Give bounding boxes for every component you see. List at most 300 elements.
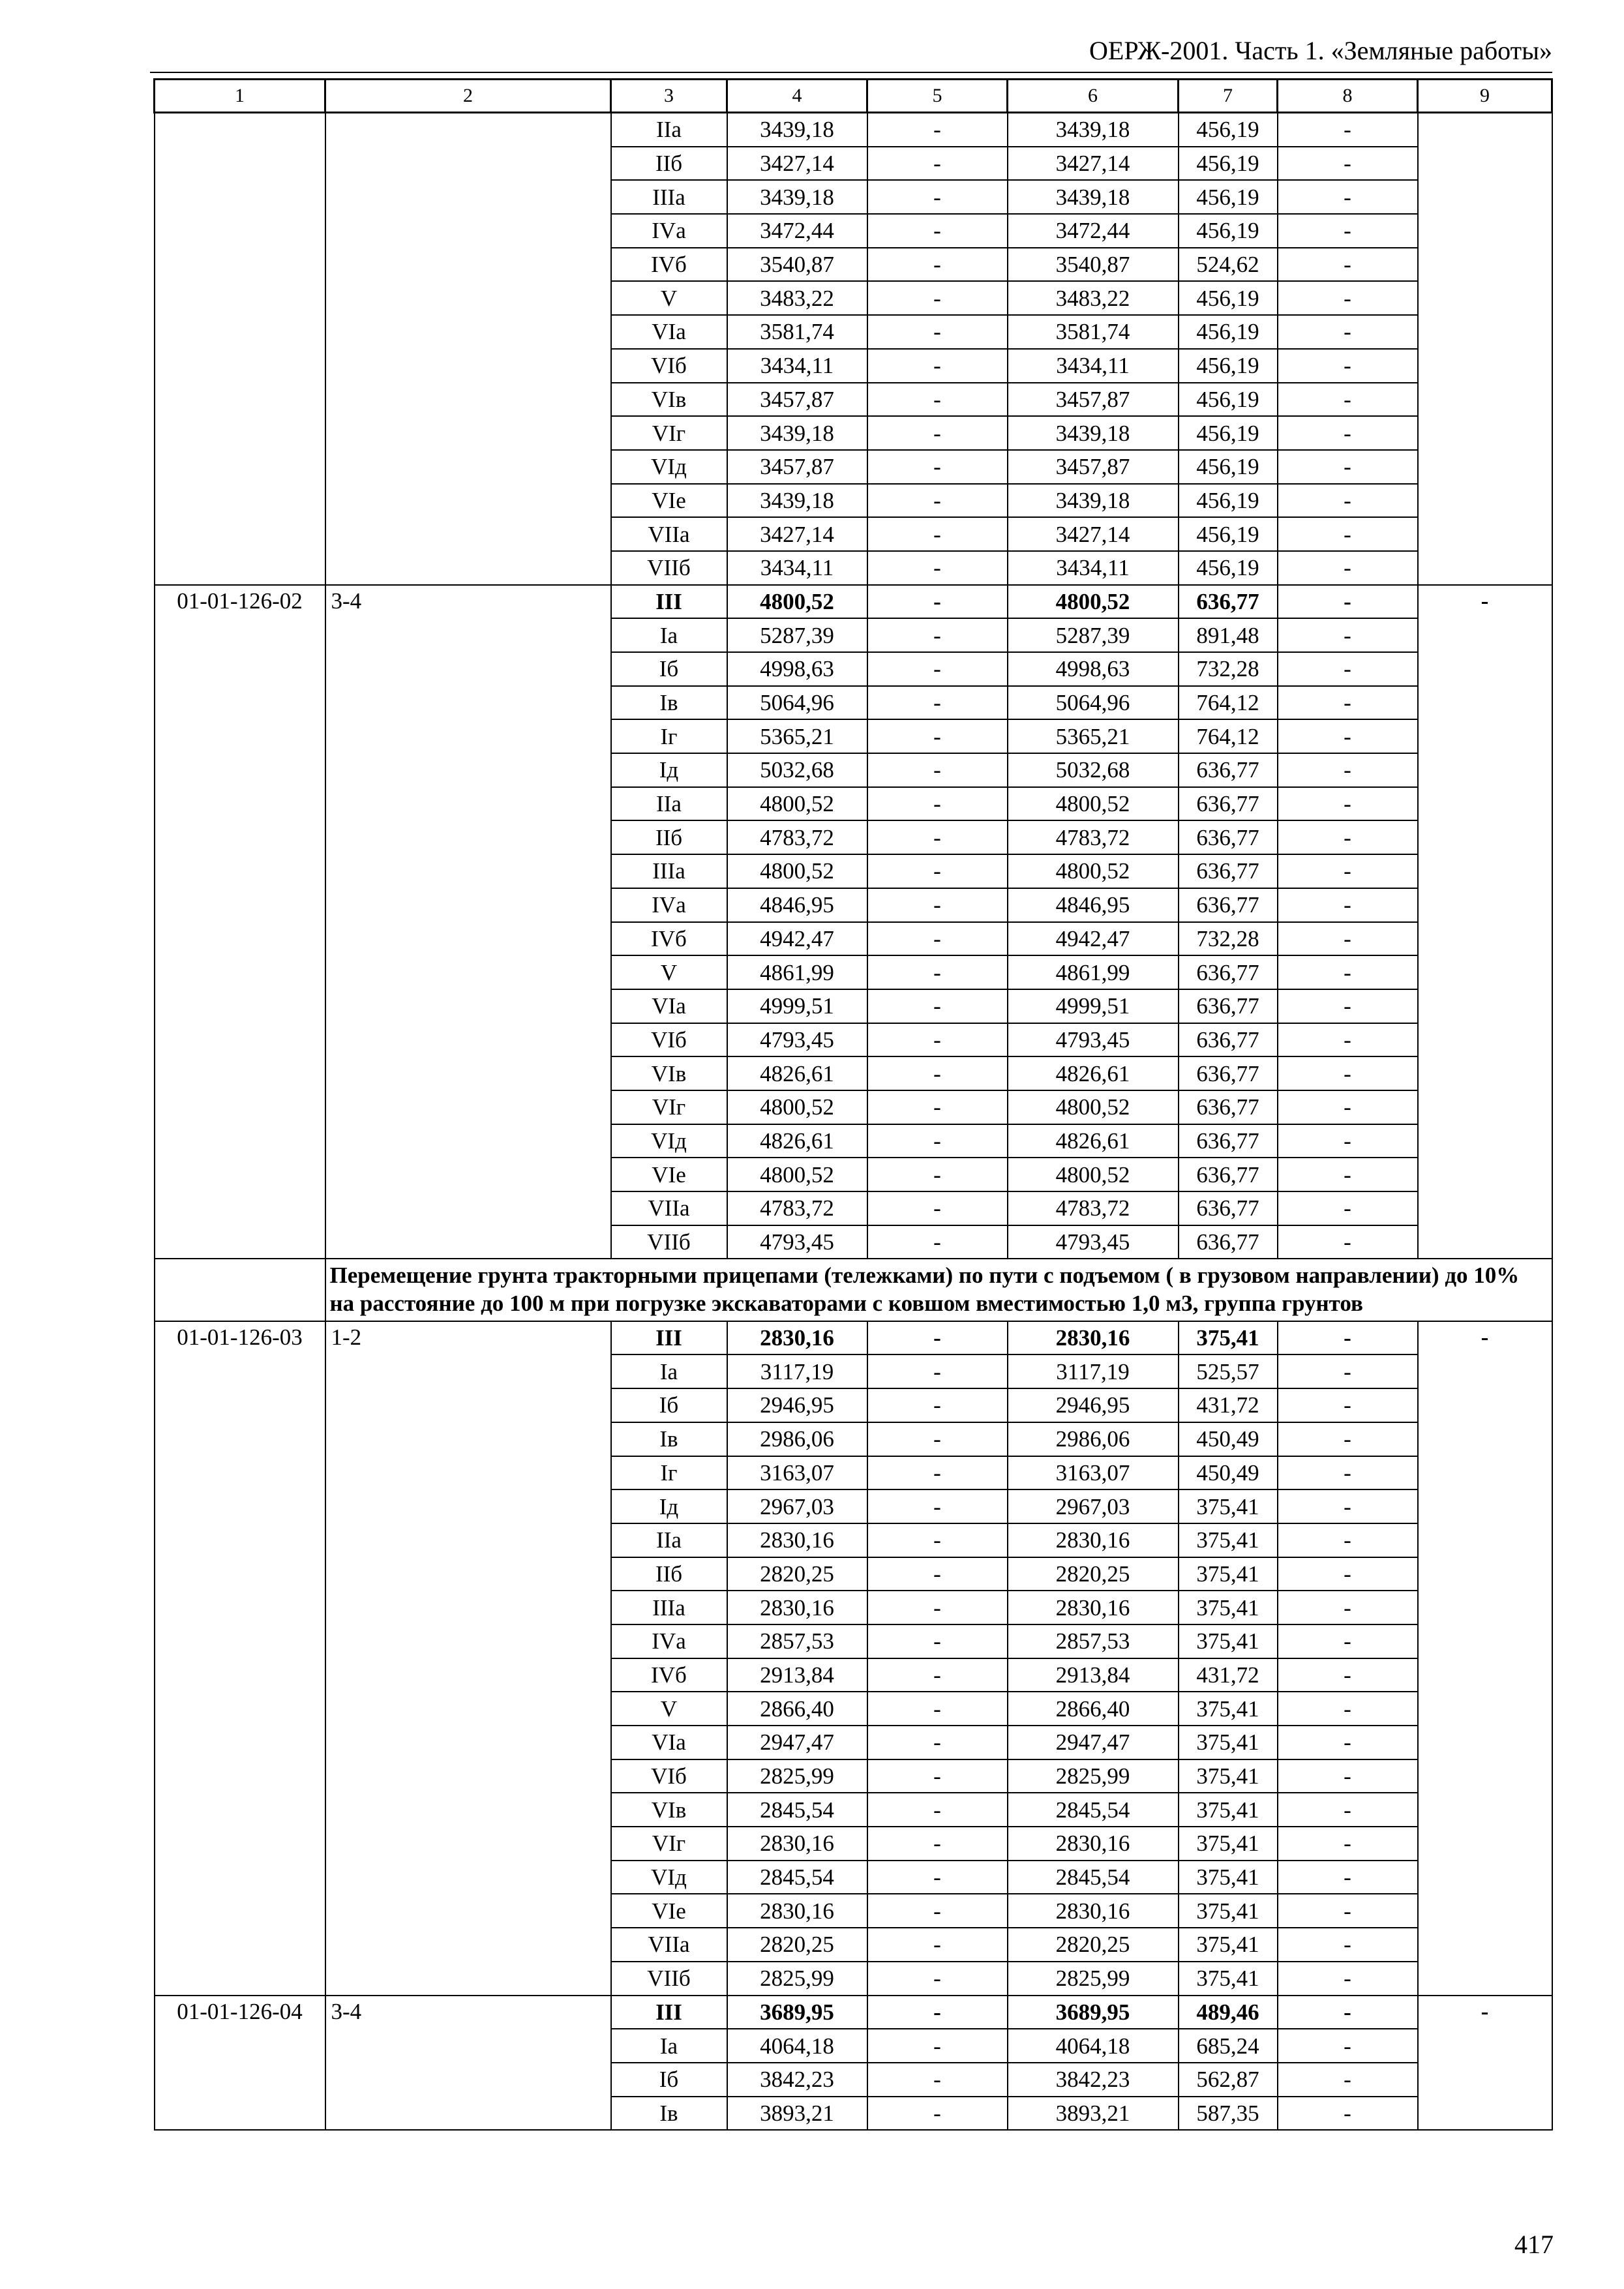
operator-wage: 891,48 [1179, 618, 1278, 652]
materials-cost: - [1278, 1090, 1418, 1124]
materials-cost: - [1278, 618, 1418, 652]
operator-wage: 375,41 [1179, 1928, 1278, 1962]
labor-cost: - [867, 989, 1008, 1023]
materials-cost: - [1278, 1894, 1418, 1928]
operator-wage: 636,77 [1179, 1225, 1278, 1259]
materials-cost: - [1278, 1321, 1418, 1355]
column-number: 1 [155, 80, 325, 113]
direct-cost: 2986,06 [727, 1422, 867, 1456]
region-code: Iа [611, 1354, 727, 1388]
region-code: VIб [611, 1759, 727, 1793]
operator-wage: 375,41 [1179, 1591, 1278, 1624]
labor-cost: - [867, 1354, 1008, 1388]
machine-cost: 2866,40 [1008, 1692, 1179, 1726]
rates-table [153, 78, 1553, 2131]
operator-wage: 636,77 [1179, 753, 1278, 787]
region-code: IVб [611, 248, 727, 282]
region-code: IIIа [611, 180, 727, 214]
operator-wage: 375,41 [1179, 1523, 1278, 1557]
operator-wage: 636,77 [1179, 955, 1278, 989]
direct-cost: 2946,95 [727, 1388, 867, 1422]
operator-wage: 431,72 [1179, 1388, 1278, 1422]
operator-wage: 456,19 [1179, 383, 1278, 417]
materials-cost: - [1278, 2097, 1418, 2131]
labor-cost: - [867, 248, 1008, 282]
operator-wage: 375,41 [1179, 1557, 1278, 1591]
region-code: Iд [611, 753, 727, 787]
materials-cost: - [1278, 551, 1418, 585]
region-code: VIд [611, 1861, 727, 1894]
materials-cost: - [1278, 1225, 1418, 1259]
region-code: Iг [611, 719, 727, 753]
labor-cost: - [867, 585, 1008, 619]
machine-cost: 2825,99 [1008, 1962, 1179, 1996]
operator-wage: 636,77 [1179, 1158, 1278, 1191]
table-row [155, 585, 1552, 619]
labor-cost: - [867, 1388, 1008, 1422]
labor-cost: - [867, 180, 1008, 214]
materials-cost: - [1278, 719, 1418, 753]
direct-cost: 2820,25 [727, 1557, 867, 1591]
materials-cost: - [1278, 1557, 1418, 1591]
operator-wage: 764,12 [1179, 686, 1278, 720]
table-row [155, 1996, 1552, 2029]
machine-cost: 2830,16 [1008, 1321, 1179, 1355]
materials-cost: - [1278, 484, 1418, 518]
section-title-row [155, 1259, 1552, 1321]
materials-cost: - [1278, 1388, 1418, 1422]
materials-cost: - [1278, 2063, 1418, 2097]
direct-cost: 2947,47 [727, 1726, 867, 1759]
machine-cost: 4800,52 [1008, 787, 1179, 821]
operator-wage: 456,19 [1179, 416, 1278, 450]
page-number: 417 [1514, 2230, 1554, 2259]
labor-cost: - [867, 214, 1008, 248]
direct-cost: 3427,14 [727, 147, 867, 181]
labor-cost: - [867, 1726, 1008, 1759]
operator-wage: 375,41 [1179, 1793, 1278, 1827]
machine-cost: 5365,21 [1008, 719, 1179, 753]
region-code: VIв [611, 1056, 727, 1090]
labor-cost: - [867, 1591, 1008, 1624]
column-number: 8 [1278, 80, 1418, 113]
materials-cost: - [1278, 888, 1418, 922]
machine-cost: 4846,95 [1008, 888, 1179, 922]
materials-cost: - [1278, 1056, 1418, 1090]
region-code: VIв [611, 383, 727, 417]
operator-wage: 375,41 [1179, 1726, 1278, 1759]
region-code: IIIа [611, 1591, 727, 1624]
region-code: VIIб [611, 1962, 727, 1996]
direct-cost: 4826,61 [727, 1056, 867, 1090]
labor-cost: - [867, 618, 1008, 652]
labor-cost: - [867, 484, 1008, 518]
labor-cost: - [867, 147, 1008, 181]
operator-wage: 636,77 [1179, 1191, 1278, 1225]
direct-cost: 3842,23 [727, 2063, 867, 2097]
materials-cost: - [1278, 1591, 1418, 1624]
machine-cost: 3457,87 [1008, 450, 1179, 484]
materials-cost: - [1278, 820, 1418, 854]
region-code: V [611, 955, 727, 989]
direct-cost: 4793,45 [727, 1023, 867, 1057]
machine-cost: 2820,25 [1008, 1928, 1179, 1962]
machine-cost: 3434,11 [1008, 551, 1179, 585]
rate-code: 01-01-126-04 [155, 1996, 325, 2131]
machine-cost: 4999,51 [1008, 989, 1179, 1023]
region-code: VIд [611, 1124, 727, 1158]
region-code: VIа [611, 989, 727, 1023]
labor-cost: - [867, 1793, 1008, 1827]
materials-cost: - [1278, 113, 1418, 147]
direct-cost: 3689,95 [727, 1996, 867, 2029]
materials-cost: - [1278, 1191, 1418, 1225]
labor-cost: - [867, 652, 1008, 686]
region-code: IVа [611, 214, 727, 248]
labor-cost: - [867, 1523, 1008, 1557]
region-code: IIб [611, 1557, 727, 1591]
direct-cost: 4800,52 [727, 854, 867, 888]
direct-cost: 3427,14 [727, 517, 867, 551]
operator-wage: 636,77 [1179, 1023, 1278, 1057]
direct-cost: 4800,52 [727, 1158, 867, 1191]
machine-cost: 3842,23 [1008, 2063, 1179, 2097]
column-number: 3 [611, 80, 727, 113]
materials-cost: - [1278, 1354, 1418, 1388]
machine-cost: 2946,95 [1008, 1388, 1179, 1422]
operator-wage: 375,41 [1179, 1827, 1278, 1861]
machine-cost: 3689,95 [1008, 1996, 1179, 2029]
labor-hours: - [1418, 585, 1552, 1259]
operator-wage: 562,87 [1179, 2063, 1278, 2097]
direct-cost: 4846,95 [727, 888, 867, 922]
labor-cost: - [867, 349, 1008, 383]
materials-cost: - [1278, 1759, 1418, 1793]
section-title-blank [155, 1259, 325, 1321]
materials-cost: - [1278, 281, 1418, 315]
machine-cost: 3434,11 [1008, 349, 1179, 383]
operator-wage: 587,35 [1179, 2097, 1278, 2131]
direct-cost: 3434,11 [727, 349, 867, 383]
operator-wage: 375,41 [1179, 1894, 1278, 1928]
region-code: VIIб [611, 1225, 727, 1259]
operator-wage: 489,46 [1179, 1996, 1278, 2029]
materials-cost: - [1278, 854, 1418, 888]
soil-group: 3-4 [325, 585, 611, 1259]
region-code: Iа [611, 2029, 727, 2063]
labor-cost: - [867, 854, 1008, 888]
materials-cost: - [1278, 686, 1418, 720]
machine-cost: 3483,22 [1008, 281, 1179, 315]
labor-cost: - [867, 315, 1008, 349]
column-number: 4 [727, 80, 867, 113]
labor-cost: - [867, 1557, 1008, 1591]
machine-cost: 2830,16 [1008, 1591, 1179, 1624]
machine-cost: 3427,14 [1008, 517, 1179, 551]
operator-wage: 431,72 [1179, 1658, 1278, 1692]
direct-cost: 3439,18 [727, 113, 867, 147]
materials-cost: - [1278, 1624, 1418, 1658]
region-code: Iв [611, 1422, 727, 1456]
machine-cost: 3439,18 [1008, 416, 1179, 450]
labor-cost: - [867, 1056, 1008, 1090]
direct-cost: 4783,72 [727, 820, 867, 854]
operator-wage: 375,41 [1179, 1861, 1278, 1894]
machine-cost: 4998,63 [1008, 652, 1179, 686]
direct-cost: 2820,25 [727, 1928, 867, 1962]
operator-wage: 732,28 [1179, 922, 1278, 956]
direct-cost: 5032,68 [727, 753, 867, 787]
table-row [155, 1321, 1552, 1355]
page-header: ОЕРЖ-2001. Часть 1. «Земляные работы» [1089, 36, 1552, 65]
operator-wage: 456,19 [1179, 349, 1278, 383]
region-code: IIа [611, 787, 727, 821]
materials-cost: - [1278, 248, 1418, 282]
machine-cost: 4064,18 [1008, 2029, 1179, 2063]
labor-cost: - [867, 1759, 1008, 1793]
direct-cost: 3483,22 [727, 281, 867, 315]
region-code: VIб [611, 1023, 727, 1057]
operator-wage: 456,19 [1179, 484, 1278, 518]
materials-cost: - [1278, 989, 1418, 1023]
operator-wage: 375,41 [1179, 1692, 1278, 1726]
table-row [155, 113, 1552, 147]
operator-wage: 456,19 [1179, 551, 1278, 585]
labor-cost: - [867, 1658, 1008, 1692]
operator-wage: 685,24 [1179, 2029, 1278, 2063]
direct-cost: 4826,61 [727, 1124, 867, 1158]
labor-cost: - [867, 517, 1008, 551]
labor-cost: - [867, 416, 1008, 450]
region-code: Iд [611, 1489, 727, 1523]
operator-wage: 524,62 [1179, 248, 1278, 282]
region-code: IVа [611, 1624, 727, 1658]
machine-cost: 2830,16 [1008, 1523, 1179, 1557]
region-code: Iб [611, 652, 727, 686]
column-number: 2 [325, 80, 611, 113]
materials-cost: - [1278, 1456, 1418, 1490]
direct-cost: 2845,54 [727, 1861, 867, 1894]
labor-cost: - [867, 1827, 1008, 1861]
region-code: VIд [611, 450, 727, 484]
operator-wage: 375,41 [1179, 1962, 1278, 1996]
materials-cost: - [1278, 1422, 1418, 1456]
region-code: IVб [611, 922, 727, 956]
labor-cost: - [867, 1191, 1008, 1225]
operator-wage: 456,19 [1179, 214, 1278, 248]
operator-wage: 456,19 [1179, 113, 1278, 147]
region-code: Iг [611, 1456, 727, 1490]
labor-hours [1418, 113, 1552, 585]
labor-cost: - [867, 1624, 1008, 1658]
operator-wage: 450,49 [1179, 1456, 1278, 1490]
labor-cost: - [867, 1090, 1008, 1124]
region-code: VIг [611, 1827, 727, 1861]
direct-cost: 4942,47 [727, 922, 867, 956]
machine-cost: 2830,16 [1008, 1827, 1179, 1861]
column-number: 7 [1179, 80, 1278, 113]
region-code: Iв [611, 686, 727, 720]
column-number: 9 [1418, 80, 1552, 113]
machine-cost: 3117,19 [1008, 1354, 1179, 1388]
labor-cost: - [867, 1894, 1008, 1928]
section-title: Перемещение грунта тракторными прицепами (тележками) по пути с подъемом ( в грузовом направлении) до 10% на расстояние до 100 м при погрузке экскаваторами с ковшом вместимостью 1,0 м3, группа грунтов [325, 1259, 1552, 1321]
region-code: IIа [611, 113, 727, 147]
labor-cost: - [867, 1225, 1008, 1259]
operator-wage: 375,41 [1179, 1489, 1278, 1523]
operator-wage: 636,77 [1179, 787, 1278, 821]
direct-cost: 4999,51 [727, 989, 867, 1023]
direct-cost: 3893,21 [727, 2097, 867, 2131]
operator-wage: 732,28 [1179, 652, 1278, 686]
operator-wage: 375,41 [1179, 1624, 1278, 1658]
machine-cost: 4793,45 [1008, 1225, 1179, 1259]
region-code: IVа [611, 888, 727, 922]
region-code: VIIа [611, 517, 727, 551]
column-number: 5 [867, 80, 1008, 113]
region-code: VIб [611, 349, 727, 383]
direct-cost: 2866,40 [727, 1692, 867, 1726]
machine-cost: 4800,52 [1008, 854, 1179, 888]
machine-cost: 4793,45 [1008, 1023, 1179, 1057]
materials-cost: - [1278, 2029, 1418, 2063]
labor-cost: - [867, 820, 1008, 854]
region-code: VIа [611, 1726, 727, 1759]
direct-cost: 2830,16 [727, 1523, 867, 1557]
operator-wage: 636,77 [1179, 888, 1278, 922]
direct-cost: 4998,63 [727, 652, 867, 686]
materials-cost: - [1278, 1861, 1418, 1894]
machine-cost: 5064,96 [1008, 686, 1179, 720]
labor-cost: - [867, 787, 1008, 821]
direct-cost: 5064,96 [727, 686, 867, 720]
labor-cost: - [867, 450, 1008, 484]
machine-cost: 2913,84 [1008, 1658, 1179, 1692]
materials-cost: - [1278, 1489, 1418, 1523]
labor-cost: - [867, 1124, 1008, 1158]
region-code: Iв [611, 2097, 727, 2131]
operator-wage: 456,19 [1179, 315, 1278, 349]
materials-cost: - [1278, 1928, 1418, 1962]
operator-wage: 636,77 [1179, 585, 1278, 619]
machine-cost: 3472,44 [1008, 214, 1179, 248]
materials-cost: - [1278, 214, 1418, 248]
materials-cost: - [1278, 955, 1418, 989]
region-code: VIе [611, 1158, 727, 1191]
labor-cost: - [867, 2097, 1008, 2131]
materials-cost: - [1278, 1658, 1418, 1692]
labor-cost: - [867, 1962, 1008, 1996]
direct-cost: 2967,03 [727, 1489, 867, 1523]
region-code: III [611, 585, 727, 619]
machine-cost: 4942,47 [1008, 922, 1179, 956]
materials-cost: - [1278, 180, 1418, 214]
operator-wage: 525,57 [1179, 1354, 1278, 1388]
labor-cost: - [867, 281, 1008, 315]
direct-cost: 5287,39 [727, 618, 867, 652]
region-code: VIIа [611, 1928, 727, 1962]
region-code: IIб [611, 820, 727, 854]
machine-cost: 2857,53 [1008, 1624, 1179, 1658]
region-code: Iб [611, 1388, 727, 1422]
operator-wage: 375,41 [1179, 1759, 1278, 1793]
labor-cost: - [867, 383, 1008, 417]
machine-cost: 2830,16 [1008, 1894, 1179, 1928]
materials-cost: - [1278, 1726, 1418, 1759]
region-code: Iб [611, 2063, 727, 2097]
machine-cost: 3457,87 [1008, 383, 1179, 417]
labor-cost: - [867, 1996, 1008, 2029]
operator-wage: 636,77 [1179, 989, 1278, 1023]
labor-cost: - [867, 1422, 1008, 1456]
machine-cost: 4800,52 [1008, 1158, 1179, 1191]
machine-cost: 2845,54 [1008, 1861, 1179, 1894]
direct-cost: 4861,99 [727, 955, 867, 989]
region-code: VIг [611, 416, 727, 450]
soil-group: 1-2 [325, 1321, 611, 1996]
direct-cost: 3163,07 [727, 1456, 867, 1490]
machine-cost: 5032,68 [1008, 753, 1179, 787]
materials-cost: - [1278, 315, 1418, 349]
operator-wage: 636,77 [1179, 1056, 1278, 1090]
materials-cost: - [1278, 753, 1418, 787]
region-code: VIг [611, 1090, 727, 1124]
region-code: VIIа [611, 1191, 727, 1225]
region-code: V [611, 1692, 727, 1726]
region-code: IVб [611, 1658, 727, 1692]
direct-cost: 2825,99 [727, 1962, 867, 1996]
labor-cost: - [867, 1861, 1008, 1894]
labor-cost: - [867, 1321, 1008, 1355]
machine-cost: 4800,52 [1008, 1090, 1179, 1124]
direct-cost: 3457,87 [727, 383, 867, 417]
direct-cost: 3434,11 [727, 551, 867, 585]
machine-cost: 2845,54 [1008, 1793, 1179, 1827]
rate-code [155, 113, 325, 585]
labor-cost: - [867, 719, 1008, 753]
direct-cost: 4783,72 [727, 1191, 867, 1225]
machine-cost: 3893,21 [1008, 2097, 1179, 2131]
labor-cost: - [867, 1928, 1008, 1962]
operator-wage: 456,19 [1179, 517, 1278, 551]
direct-cost: 2830,16 [727, 1321, 867, 1355]
direct-cost: 4800,52 [727, 1090, 867, 1124]
labor-cost: - [867, 2029, 1008, 2063]
direct-cost: 3540,87 [727, 248, 867, 282]
materials-cost: - [1278, 450, 1418, 484]
direct-cost: 2845,54 [727, 1793, 867, 1827]
materials-cost: - [1278, 1692, 1418, 1726]
machine-cost: 2820,25 [1008, 1557, 1179, 1591]
soil-group: 3-4 [325, 1996, 611, 2131]
direct-cost: 2825,99 [727, 1759, 867, 1793]
machine-cost: 5287,39 [1008, 618, 1179, 652]
machine-cost: 4800,52 [1008, 585, 1179, 619]
materials-cost: - [1278, 1158, 1418, 1191]
direct-cost: 2857,53 [727, 1624, 867, 1658]
operator-wage: 375,41 [1179, 1321, 1278, 1355]
labor-cost: - [867, 888, 1008, 922]
region-code: III [611, 1996, 727, 2029]
materials-cost: - [1278, 383, 1418, 417]
rate-code: 01-01-126-02 [155, 585, 325, 1259]
machine-cost: 4861,99 [1008, 955, 1179, 989]
direct-cost: 2830,16 [727, 1894, 867, 1928]
direct-cost: 4064,18 [727, 2029, 867, 2063]
machine-cost: 4826,61 [1008, 1056, 1179, 1090]
direct-cost: 3439,18 [727, 180, 867, 214]
operator-wage: 456,19 [1179, 180, 1278, 214]
